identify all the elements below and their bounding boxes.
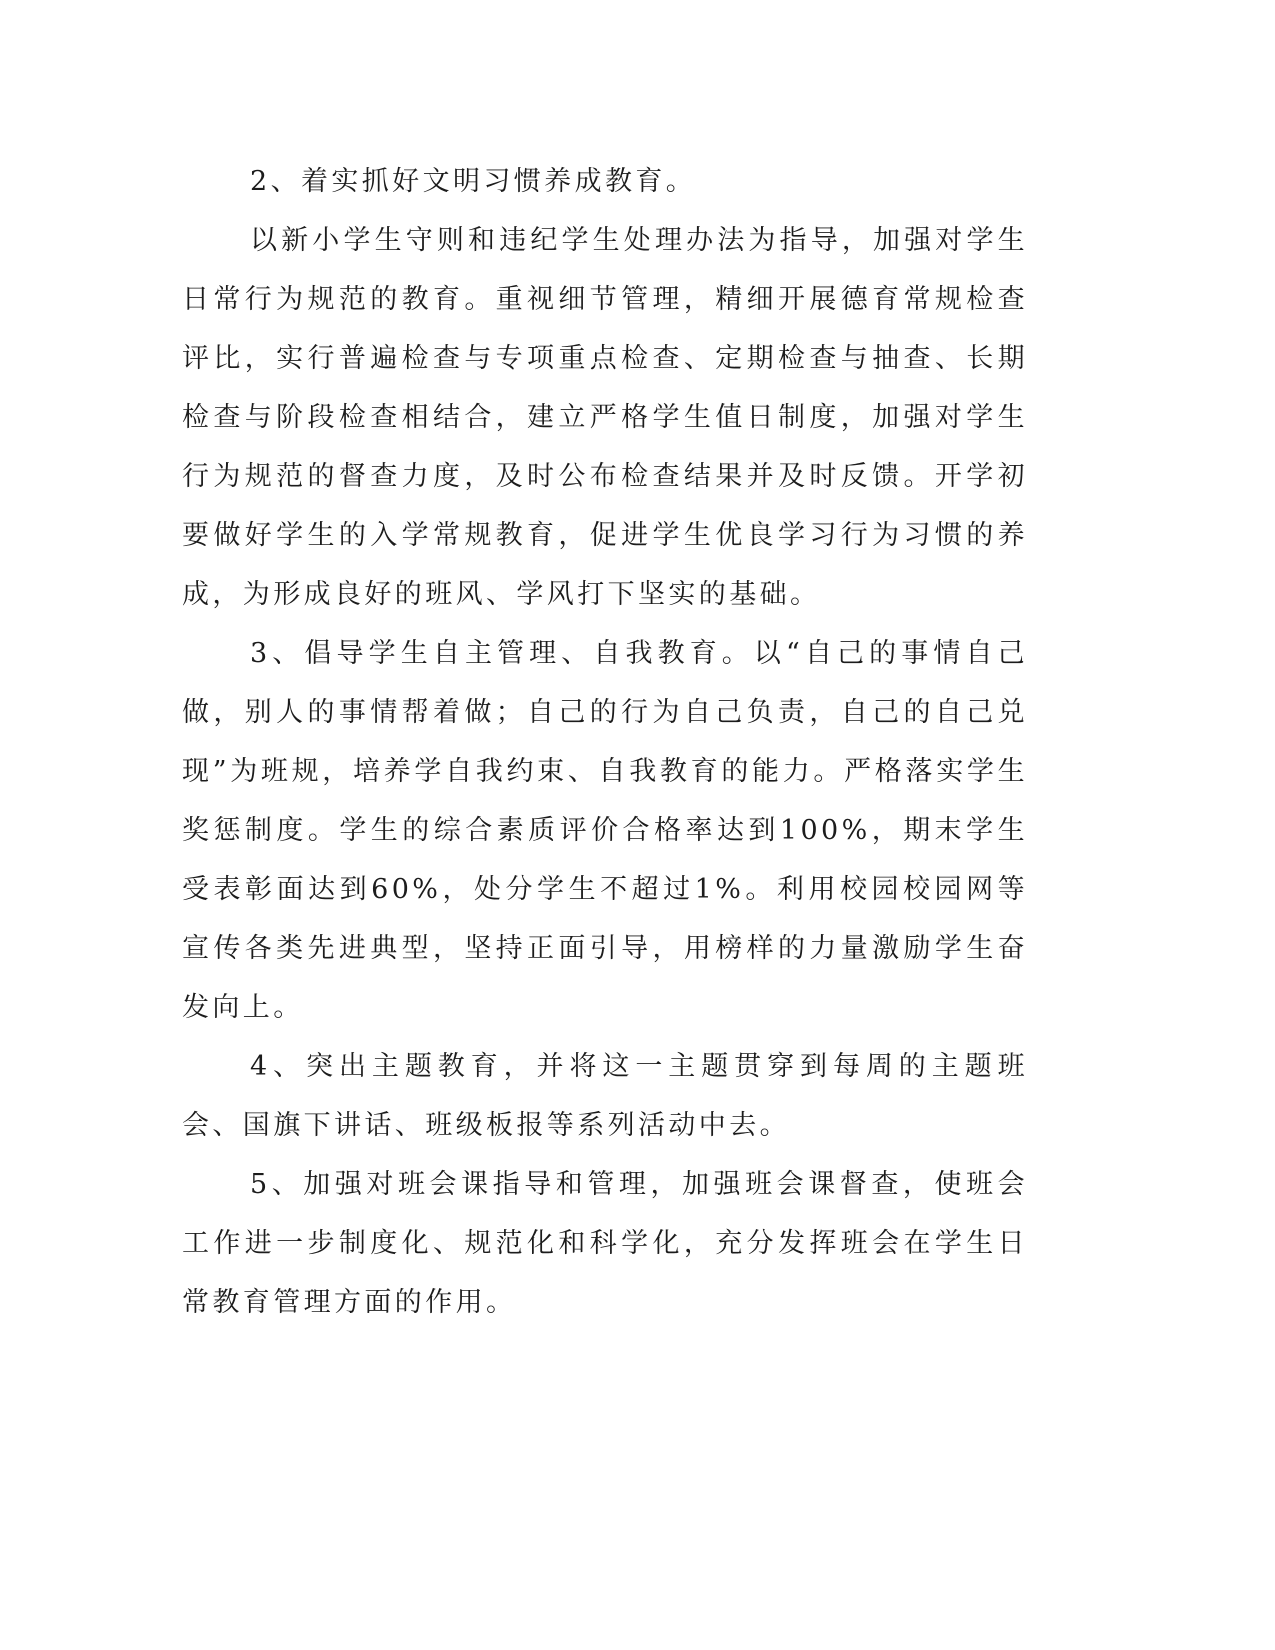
- paragraph-item-4-theme-education: 4、突出主题教育，并将这一主题贯穿到每周的主题班会、国旗下讲话、班级板报等系列活动中去。: [182, 1051, 1028, 1141]
- paragraph-item-5-class-meeting: 5、加强对班会课指导和管理，加强班会课督查，使班会工作进一步制度化、规范化和科学化，充分发挥班会在学生日常教育管理方面的作用。: [182, 1169, 1028, 1318]
- paragraph-habit-education: 以新小学生守则和违纪学生处理办法为指导，加强对学生日常行为规范的教育。重视细节管理，精细开展德育常规检查评比，实行普遍检查与专项重点检查、定期检查与抽查、长期检查与阶段检查相结合，建立严格学生值日制度，加强对学生行为规范的督查力度，及时公布检查结果并及时反馈。开学初要做好学生的入学常规教育，促进学生优良学习行为习惯的养成，为形成良好的班风、学风打下坚实的基础。: [182, 225, 1028, 610]
- paragraph-item-3-self-management: 3、倡导学生自主管理、自我教育。以“自己的事情自己做，别人的事情帮着做；自己的行为自己负责，自己的自己兑现”为班规，培养学自我约束、自我教育的能力。严格落实学生奖惩制度。学生的综合素质评价合格率达到100%，期末学生受表彰面达到60%，处分学生不超过1%。利用校园校园网等宣传各类先进典型，坚持正面引导，用榜样的力量激励学生奋发向上。: [182, 638, 1028, 1023]
- paragraph-item-2-heading: 2、着实抓好文明习惯养成教育。: [250, 166, 697, 197]
- document-body: [182, 152, 1028, 1332]
